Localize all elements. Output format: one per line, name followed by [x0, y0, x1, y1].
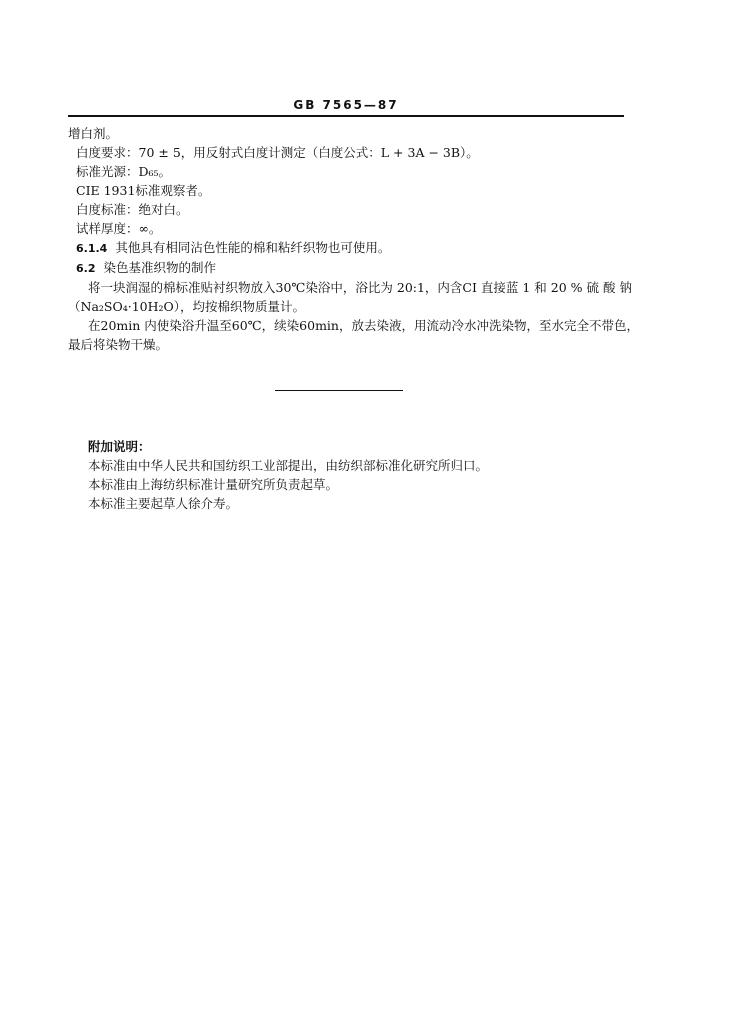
text-sample-thickness: 试样厚度：∞。	[76, 221, 162, 236]
paragraph-heating-line-2: 最后将染物干燥。	[68, 337, 169, 352]
notes-line-drafter-org: 本标准由上海纺织标准计量研究所负责起草。	[88, 477, 339, 492]
paragraph-heating-line-1: 在20min 内使染浴升温至60℃，续染60min，放去染液，用流动冷水冲洗染物，至水完全不带色，	[88, 318, 639, 333]
notes-title: 附加说明：	[88, 439, 151, 454]
text-standard-illuminant: 标准光源：D₆₅。	[76, 164, 172, 179]
notes-line-proposer: 本标准由中华人民共和国纺织工业部提出，由纺织部标准化研究所归口。	[88, 458, 489, 473]
section-6-1-4	[68, 238, 640, 258]
text-line-brightener: 增白剂。	[68, 126, 119, 141]
end-of-text-rule	[275, 390, 403, 391]
notes-line-drafter-person: 本标准主要起草人徐介寿。	[88, 496, 239, 511]
text-white-standard: 白度标准：绝对白。	[76, 202, 189, 217]
section-text: 其他具有相同沾色性能的棉和粘纤织物也可使用。	[115, 240, 391, 255]
section-6-2-heading	[68, 258, 640, 278]
text-whiteness-requirement: 白度要求：70 ± 5，用反射式白度计测定（白度公式：L + 3A − 3B）。	[76, 145, 479, 160]
section-number: 6.1.4	[76, 242, 108, 255]
paragraph-dyeing-line-2: （Na₂SO₄·10H₂O），均按棉织物质量计。	[68, 299, 306, 314]
paragraph-dyeing-line-1: 将一块润湿的棉标准贴衬织物放入30℃染浴中，浴比为 20:1，内含CI 直接蓝 1 和 20 % 硫 酸 钠	[88, 280, 632, 295]
additional-notes	[88, 437, 608, 513]
document-body	[68, 124, 640, 354]
header-divider	[68, 115, 624, 117]
section-title: 染色基准织物的制作	[103, 260, 217, 275]
text-standard-observer: CIE 1931标准观察者。	[76, 183, 211, 198]
document-header-standard-number: GB 7565—87	[293, 98, 399, 112]
section-number: 6.2	[76, 262, 96, 275]
